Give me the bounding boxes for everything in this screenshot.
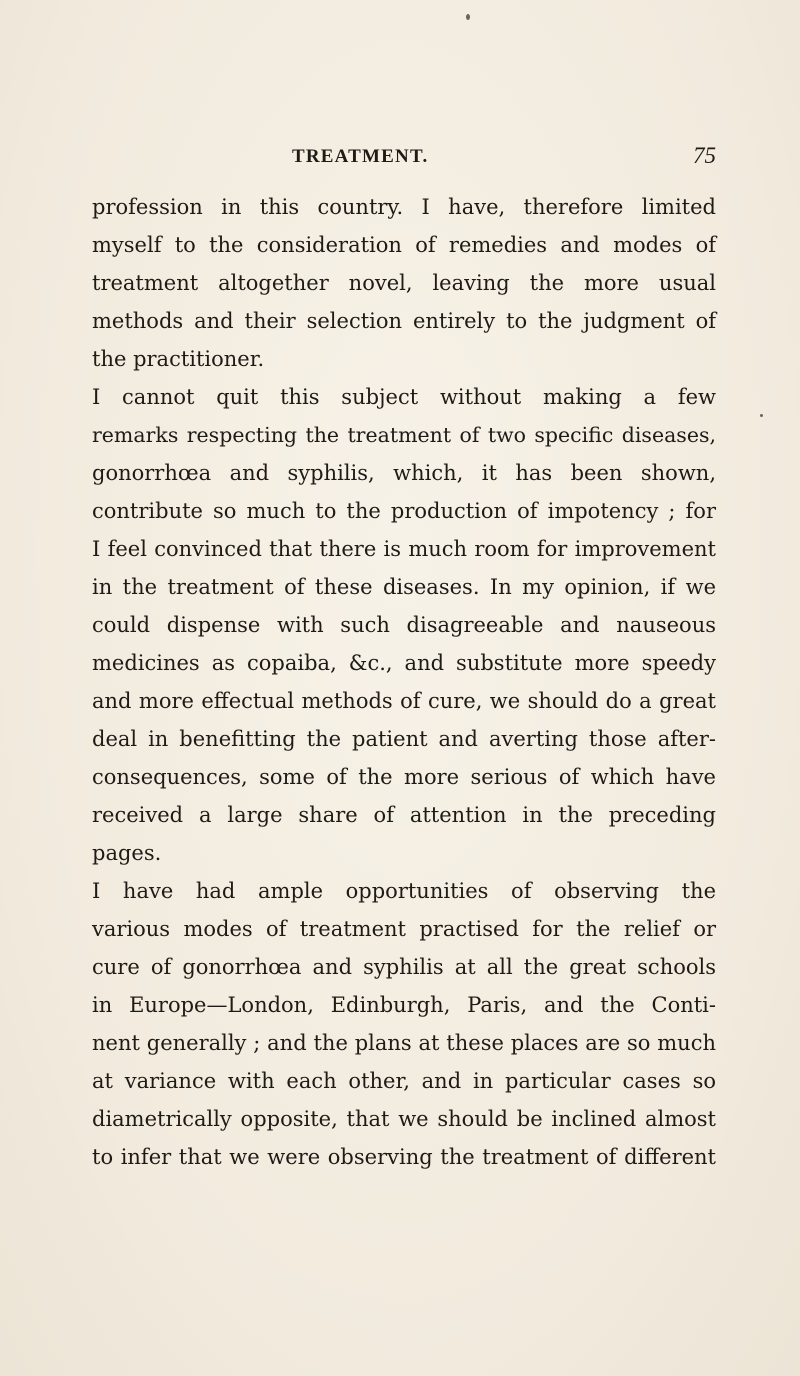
text-line: pages. [92,841,162,865]
ink-speck [466,14,470,20]
text-line: I cannot quit this subject without making a few [92,385,716,409]
ink-speck [760,414,763,417]
text-line: methods and their selection entirely to the judgment of [92,309,716,333]
text-line: could dispense with such disagreeable and nauseous [92,613,716,637]
text-line: in Europe—London, Edinburgh, Paris, and the Conti- [92,993,716,1017]
text-line: I have had ample opportunities of observing the [92,879,716,903]
running-head: TREATMENT. [292,146,429,167]
text-line: various modes of treatment practised for the relief or [92,917,716,941]
text-line: and more effectual methods of cure, we should do a great [92,689,716,713]
text-line: I feel convinced that there is much room for improvement [92,537,716,561]
text-line: to infer that we were observing the treatment of different [92,1145,716,1169]
text-line: at variance with each other, and in particular cases so [92,1069,716,1093]
text-line: medicines as copaiba, &c., and substitute more speedy [92,651,716,675]
text-line: the practitioner. [92,347,265,371]
text-line: in the treatment of these diseases. In my opinion, if we [92,575,716,599]
page-number: 75 [693,143,716,168]
text-line: contribute so much to the production of impotency ; for [92,499,716,523]
text-line: myself to the consideration of remedies and modes of [92,233,716,257]
text-line: received a large share of attention in the preceding [92,803,716,827]
text-line: nent generally ; and the plans at these places are so much [92,1031,716,1055]
text-line: cure of gonorrhœa and syphilis at all the great schools [92,955,716,979]
text-line: consequences, some of the more serious of which have [92,765,716,789]
page-header [92,143,716,173]
text-line: treatment altogether novel, leaving the more usual [92,271,716,295]
text-line: gonorrhœa and syphilis, which, it has been shown, [92,461,716,485]
text-line: remarks respecting the treatment of two specific diseases, [92,423,716,447]
text-line: profession in this country. I have, therefore limited [92,195,716,219]
body-text [92,188,716,1176]
text-line: diametrically opposite, that we should be inclined almost [92,1107,716,1131]
text-line: deal in benefitting the patient and averting those after- [92,727,716,751]
